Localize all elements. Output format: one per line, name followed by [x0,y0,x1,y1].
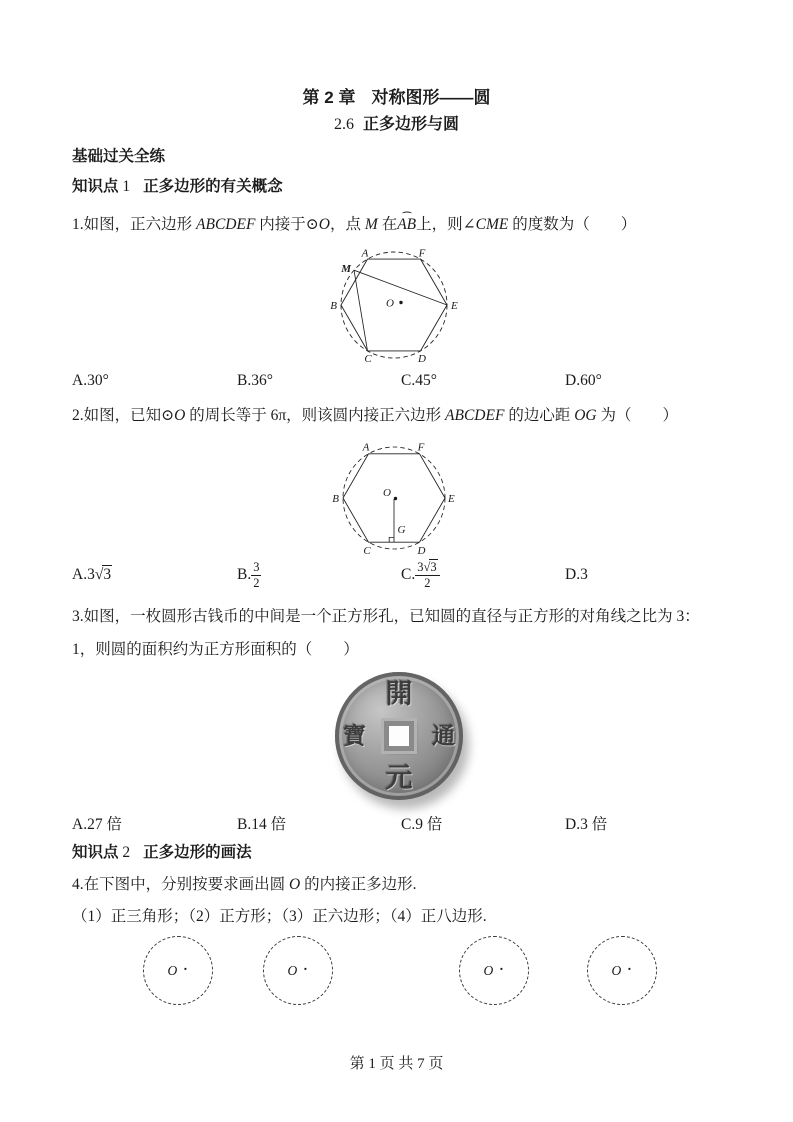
ancient-coin-image [335,672,463,800]
circle-center-label: O [611,962,622,978]
q2-optB-prefix: B. [237,566,252,583]
subtitle-name: 正多边形与圆 [362,116,459,133]
practice-section-heading: 基础过关全练 [72,148,166,165]
center-point-dot [399,301,402,304]
label-C: C [364,353,372,364]
label-D: D [417,545,426,557]
coin-square-hole [384,721,414,751]
q1-text-part: 在 [377,216,398,233]
kp2-title: 正多边形的画法 [143,844,252,861]
knowledge-point-2-heading [72,840,252,862]
question-2-options [0,553,793,597]
q1-text-part: ，点 [330,216,365,233]
question-2-text [72,403,732,425]
label-C: C [363,545,371,557]
chapter-number: 第 2 章 [302,88,356,107]
coin-character-left: 寶 [343,723,366,749]
segment-ME [354,270,447,305]
q2-option-D: D.3 [565,566,588,583]
denominator: 2 [253,575,260,590]
label-B: B [330,300,337,312]
numerator: 3 [253,559,260,574]
radicand: 3 [430,559,437,574]
q2-var-O: O [174,407,186,424]
question-2-figure [327,441,462,564]
drawing-circle-1: O · [143,936,213,1005]
q2-text-part: 2.如图，已知⊙ [72,407,175,424]
fraction-3-2 [251,560,261,590]
kp1-label: 知识点 [72,178,119,195]
q4-text-part: 4.在下图中，分别按要求画出圆 [72,876,290,893]
q2-text-part: 为（ ） [596,407,678,424]
q1-text-part: 的度数为（ ） [508,216,637,233]
question-3-line-2: 1，则圆的面积约为正方形面积的（ ） [72,641,359,658]
circle-center-label: O [483,962,494,978]
circle-center-label: O [167,962,178,978]
question-1-options [0,372,793,394]
radical-sign: √ [423,559,431,574]
coin-character-bottom: 元 [385,763,413,793]
label-F: F [417,441,425,454]
q2-optA-prefix: A.3 [72,566,95,583]
label-G: G [397,524,406,536]
coin-character-right: 通 [432,723,455,749]
sqrt-3 [95,566,112,584]
q3-option-A: A.27 倍 [72,816,122,833]
numerator [415,560,439,576]
section-subtitle [0,111,793,134]
q2-option-C [401,553,440,597]
arc-symbol: ⌢ [401,207,413,218]
coin-character-top: 開 [385,679,413,709]
q1-var-AB: AB [397,216,417,233]
q1-text-part: 上，则∠ [416,216,476,233]
question-4-text [72,872,732,894]
q2-figure-svg [327,441,462,559]
question-4-subitems: （1）正三角形；（2）正方形；（3）正六边形；（4）正八边形. [72,908,487,925]
label-A: A [362,441,370,454]
drawing-circle-2: O · [263,936,333,1005]
subtitle-number: 2.6 [333,116,354,133]
q4-text-part: 的内接正多边形. [300,876,417,893]
page-title [0,83,793,108]
q1-text-part: 内接于⊙ [255,216,319,233]
question-1-figure [321,246,471,369]
q3-option-C: C.9 倍 [401,816,443,833]
q2-text-part: 的边心距 [504,407,575,424]
kp2-label: 知识点 [72,844,119,861]
drawing-circle-4: O · [587,936,657,1005]
label-D: D [418,353,426,364]
q1-var-ABCDEF: ABCDEF [196,216,256,233]
fraction-3sqrt3-2 [415,560,439,590]
center-point-dot [394,497,397,500]
kp2-number: 2 [122,844,131,861]
q1-var-O: O [318,216,330,233]
label-O: O [383,487,391,499]
label-E: E [451,300,458,312]
page-footer: 第 1 页 共 7 页 [349,1056,444,1072]
label-M: M [341,263,351,275]
q2-text-part: 的周长等于 6π，则该圆内接正六边形 [185,407,446,424]
label-E: E [448,493,455,505]
circle-center-label: O [287,962,298,978]
q1-option-C: C.45° [401,372,437,389]
q1-var-CME: CME [475,216,509,233]
denominator: 2 [424,575,431,590]
coefficient: 3 [417,559,424,574]
hexagon-ABCDEF [341,259,447,351]
q2-option-A [72,553,112,597]
question-1-text [72,207,732,234]
q2-optC-prefix: C. [401,566,416,583]
circle-O-outline [341,252,447,358]
label-B: B [332,493,339,505]
right-angle-mark [389,537,394,542]
drawing-circle-3: O · [459,936,529,1005]
label-O: O [386,297,394,310]
radical-sign: √ [94,566,104,583]
q3-option-B: B.14 倍 [237,816,287,833]
q1-var-M: M [364,216,378,233]
radicand: 3 [103,566,112,583]
knowledge-point-1-heading [72,174,283,196]
q3-option-D: D.3 倍 [565,816,608,833]
q1-figure-svg [321,246,471,364]
chapter-name: 对称图形——圆 [371,88,491,107]
q2-var-ABCDEF: ABCDEF [445,407,505,424]
question-3-options [0,812,793,834]
q1-text-part: 1.如图，正六边形 [72,216,197,233]
q4-var-O: O [289,876,301,893]
label-F: F [418,247,426,260]
label-A: A [361,247,369,260]
q1-option-A: A.30° [72,372,109,389]
kp1-title: 正多边形的有关概念 [143,178,283,195]
q1-option-B: B.36° [237,372,273,389]
q2-var-OG: OG [574,407,597,424]
q1-arc-AB [397,207,417,234]
kp1-number: 1 [122,178,131,195]
q2-option-B [237,553,261,597]
sqrt-3 [423,560,437,574]
question-3-line-1: 3.如图，一枚圆形古钱币的中间是一个正方形孔，已知圆的直径与正方形的对角线之比为 3： [72,608,700,625]
q1-option-D: D.60° [565,372,602,389]
